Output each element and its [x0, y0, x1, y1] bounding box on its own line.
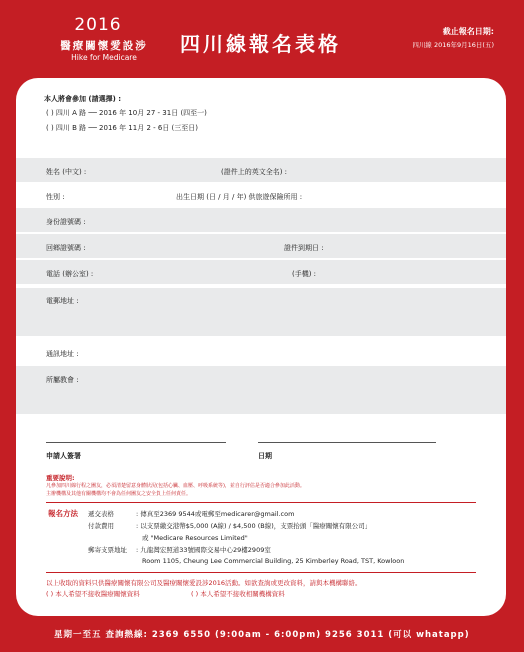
label-phone-mobile: (手機) : [292, 270, 317, 278]
payment-value-payee: 或 "Medicare Resources Limited" [142, 534, 248, 542]
rp-expiry-field[interactable] [336, 236, 496, 256]
id-no-field[interactable] [116, 210, 416, 230]
email-field[interactable] [106, 290, 496, 334]
payment-value-address-en: Room 1105, Cheung Lee Commercial Building, 25 Kimberley Road, TST, Kowloon [142, 557, 405, 565]
label-org: 所屬教會 : [46, 376, 79, 384]
event-name-en: Hike for Medicare [71, 53, 137, 62]
footer-hotline: 星期一至五 查詢熱線: 2369 6550 (9:00am - 6:00pm) 9256 3011 (可以 whatapp) [54, 630, 470, 640]
payment-label-address: 郵寄支票地址 [88, 546, 127, 554]
label-rp-no: 回鄉證號碼 : [46, 244, 86, 252]
label-id-no: 身份證號碼 : [46, 218, 86, 226]
route-option-b[interactable]: ( ) 四川 B 路 ── 2016 年 11月 2 - 6日 (三至日) [46, 124, 199, 132]
label-signature: 申請人簽署 [46, 452, 81, 460]
event-year: 2016 [74, 15, 122, 35]
label-name-en: (證件上的英文全名) : [221, 168, 288, 176]
label-dob: 出生日期 (日 / 月 / 年) 供旅遊保險所用 : [176, 193, 303, 201]
payment-label-fee: 付款費用 [88, 522, 114, 530]
phone-office-field[interactable] [116, 262, 286, 282]
name-cn-field[interactable] [116, 160, 216, 180]
label-gender: 性別 : [46, 193, 65, 201]
form-card [16, 78, 506, 616]
rp-no-field[interactable] [116, 236, 276, 256]
privacy-option-2[interactable]: ( ) 本人希望不接收相關機構資料 [191, 590, 285, 598]
gender-field[interactable] [76, 186, 166, 204]
notes-heading: 重要說明: [46, 474, 75, 482]
payment-heading: 報名方法 [48, 509, 78, 518]
deadline-value: 四川線 2016年9月16日(五) [412, 41, 494, 49]
route-heading: 本人將會參加 (請選擇) : [44, 95, 122, 103]
form-title: 四川線報名表格 [180, 32, 341, 56]
phone-mobile-field[interactable] [336, 262, 496, 282]
address-field[interactable] [106, 342, 496, 362]
payment-divider [46, 572, 476, 573]
deadline-label: 截止報名日期: [442, 27, 494, 36]
notes-line-1: 凡參加四川線行程之團友，必須清楚留意身體狀況(包括心臟、血壓、呼吸系統等)，並自行評估是否適合參加此活動。 [46, 483, 305, 489]
label-email: 電郵地址 : [46, 297, 79, 305]
event-name-cn: 醫療關懷愛設涉 [60, 40, 148, 52]
date-line [258, 442, 436, 443]
name-en-field[interactable] [316, 160, 496, 180]
route-option-a[interactable]: ( ) 四川 A 路 ── 2016 年 10月 27 - 31日 (四至一) [46, 109, 207, 117]
notes-divider [46, 502, 476, 503]
payment-label-submit: 遞交表格 [88, 510, 114, 518]
payment-value-fee: : 以支票繳交港幣$5,000 (A線) / $4,500 (B線)，支票抬頭「醫療關懷有限公司」 [136, 522, 372, 530]
payment-value-submit: : 傳真至2369 9544或電郵至medicarer@gmail.com [136, 510, 295, 518]
label-date: 日期 [258, 452, 272, 460]
label-name-cn: 姓名 (中文) : [46, 168, 87, 176]
label-phone-office: 電話 (辦公室) : [46, 270, 94, 278]
dob-field[interactable] [346, 186, 496, 204]
privacy-text: 以上收取的資料只供醫療關懷有限公司及醫療關懷愛設涉2016活動。如欲查詢或更改資料，請與本機構聯絡。 [46, 579, 362, 587]
signature-line [46, 442, 226, 443]
payment-value-address-cn: : 九龍灣宏照道33號國際交易中心29樓2909室 [136, 546, 271, 554]
label-rp-expiry: 證件到期日 : [284, 244, 324, 252]
label-address: 通訊地址 : [46, 350, 79, 358]
privacy-option-1[interactable]: ( ) 本人希望不接收醫療關懷資料 [46, 590, 140, 598]
notes-line-2: 主辦機構及其他有關機構均不會為任何團友之安全負上任何責任。 [46, 491, 192, 497]
org-field[interactable] [106, 368, 496, 412]
